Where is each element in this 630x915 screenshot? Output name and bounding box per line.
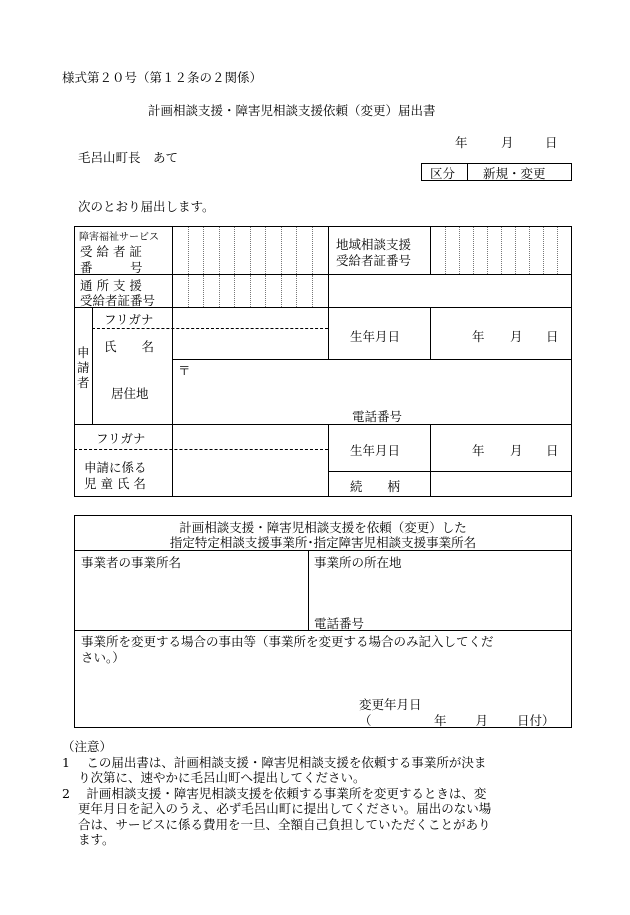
note2-line4: ます。	[78, 832, 115, 847]
office-location-label: 事業所の所在地	[314, 555, 402, 570]
postal-mark: 〒	[178, 363, 191, 378]
category-label: 区分	[430, 166, 456, 181]
office-heading-line2: 指定特定相談支援事業所･指定障害児相談支援事業所名	[169, 535, 477, 550]
office-name-label: 事業者の事業所名	[81, 555, 182, 570]
note1-line1: 1 この届出書は、計画相談支援・障害児相談支援を依頼する事業所が決ま	[62, 755, 487, 770]
applicant-phone-label: 電話番号	[352, 409, 403, 424]
date-year-label: 年	[455, 135, 468, 150]
child-birthdate-year: 年	[472, 443, 485, 458]
office-phone-label: 電話番号	[314, 616, 365, 631]
applicant-name-label: 氏 名	[104, 339, 155, 354]
child-birthdate-label: 生年月日	[350, 443, 401, 458]
welfare-label-line2: 番 号	[80, 260, 143, 275]
form-number: 様式第２０号（第１２条の２関係）	[62, 70, 263, 85]
category-value: 新規・変更	[483, 166, 546, 181]
note2-line2: 更年月日を記入のうえ、必ず毛呂山町に提出してください。届出のない場	[78, 801, 492, 816]
note2-line3: 合は、サービスに係る費用を一旦、全額自己負担していただくことがあり	[78, 817, 491, 832]
applicant-vertical-1: 申	[77, 345, 90, 360]
welfare-label-small: 障害福祉サービス	[79, 232, 159, 243]
welfare-label-line1: 受 給 者 証	[80, 244, 142, 259]
child-birthdate-month: 月	[510, 443, 523, 458]
child-furigana-label: フリガナ	[96, 431, 146, 446]
notes-heading: （注意）	[62, 739, 113, 754]
change-date-label: 変更年月日	[359, 697, 422, 712]
change-date-paren: （ 年 月 日付）	[359, 713, 555, 728]
child-name-label-line2: 児 童 氏 名	[84, 476, 146, 491]
date-month-label: 月	[501, 135, 514, 150]
note2-line1: 2 計画相談支援・障害児相談支援を依頼する事業所を変更するときは、変	[62, 786, 487, 801]
child-birthdate-day: 日	[546, 443, 559, 458]
applicant-vertical-2: 請	[77, 360, 90, 375]
applicant-table	[74, 226, 572, 497]
regional-label-line1: 地域相談支援	[336, 237, 412, 252]
daycare-label-line2: 受給者証番号	[80, 293, 156, 308]
birthdate-year: 年	[472, 329, 485, 344]
birthdate-label: 生年月日	[350, 329, 401, 344]
regional-label-line2: 受給者証番号	[336, 253, 412, 268]
intro-text: 次のとおり届出します。	[78, 199, 215, 214]
reason-line2: さい。）	[81, 650, 125, 665]
address-label: 居住地	[111, 386, 149, 401]
applicant-furigana-label: フリガナ	[104, 312, 154, 327]
form-title: 計画相談支援・障害児相談支援依頼（変更）届出書	[148, 103, 436, 118]
note1-line2: り次第に、速やかに毛呂山町へ提出してください。	[78, 770, 366, 785]
reason-line1: 事業所を変更する場合の事由等（事業所を変更する場合のみ記入してくだ	[81, 634, 494, 649]
date-day-label: 日	[545, 135, 558, 150]
child-name-label-line1: 申請に係る	[84, 460, 147, 475]
birthdate-day: 日	[546, 329, 559, 344]
addressee: 毛呂山町長 あて	[78, 150, 179, 165]
office-heading-line1: 計画相談支援・障害児相談支援を依頼（変更）した	[179, 520, 467, 535]
relation-label: 続 柄	[350, 479, 401, 494]
birthdate-month: 月	[510, 329, 523, 344]
applicant-vertical-3: 者	[77, 375, 90, 390]
daycare-label-line1: 通 所 支 援	[80, 278, 142, 293]
